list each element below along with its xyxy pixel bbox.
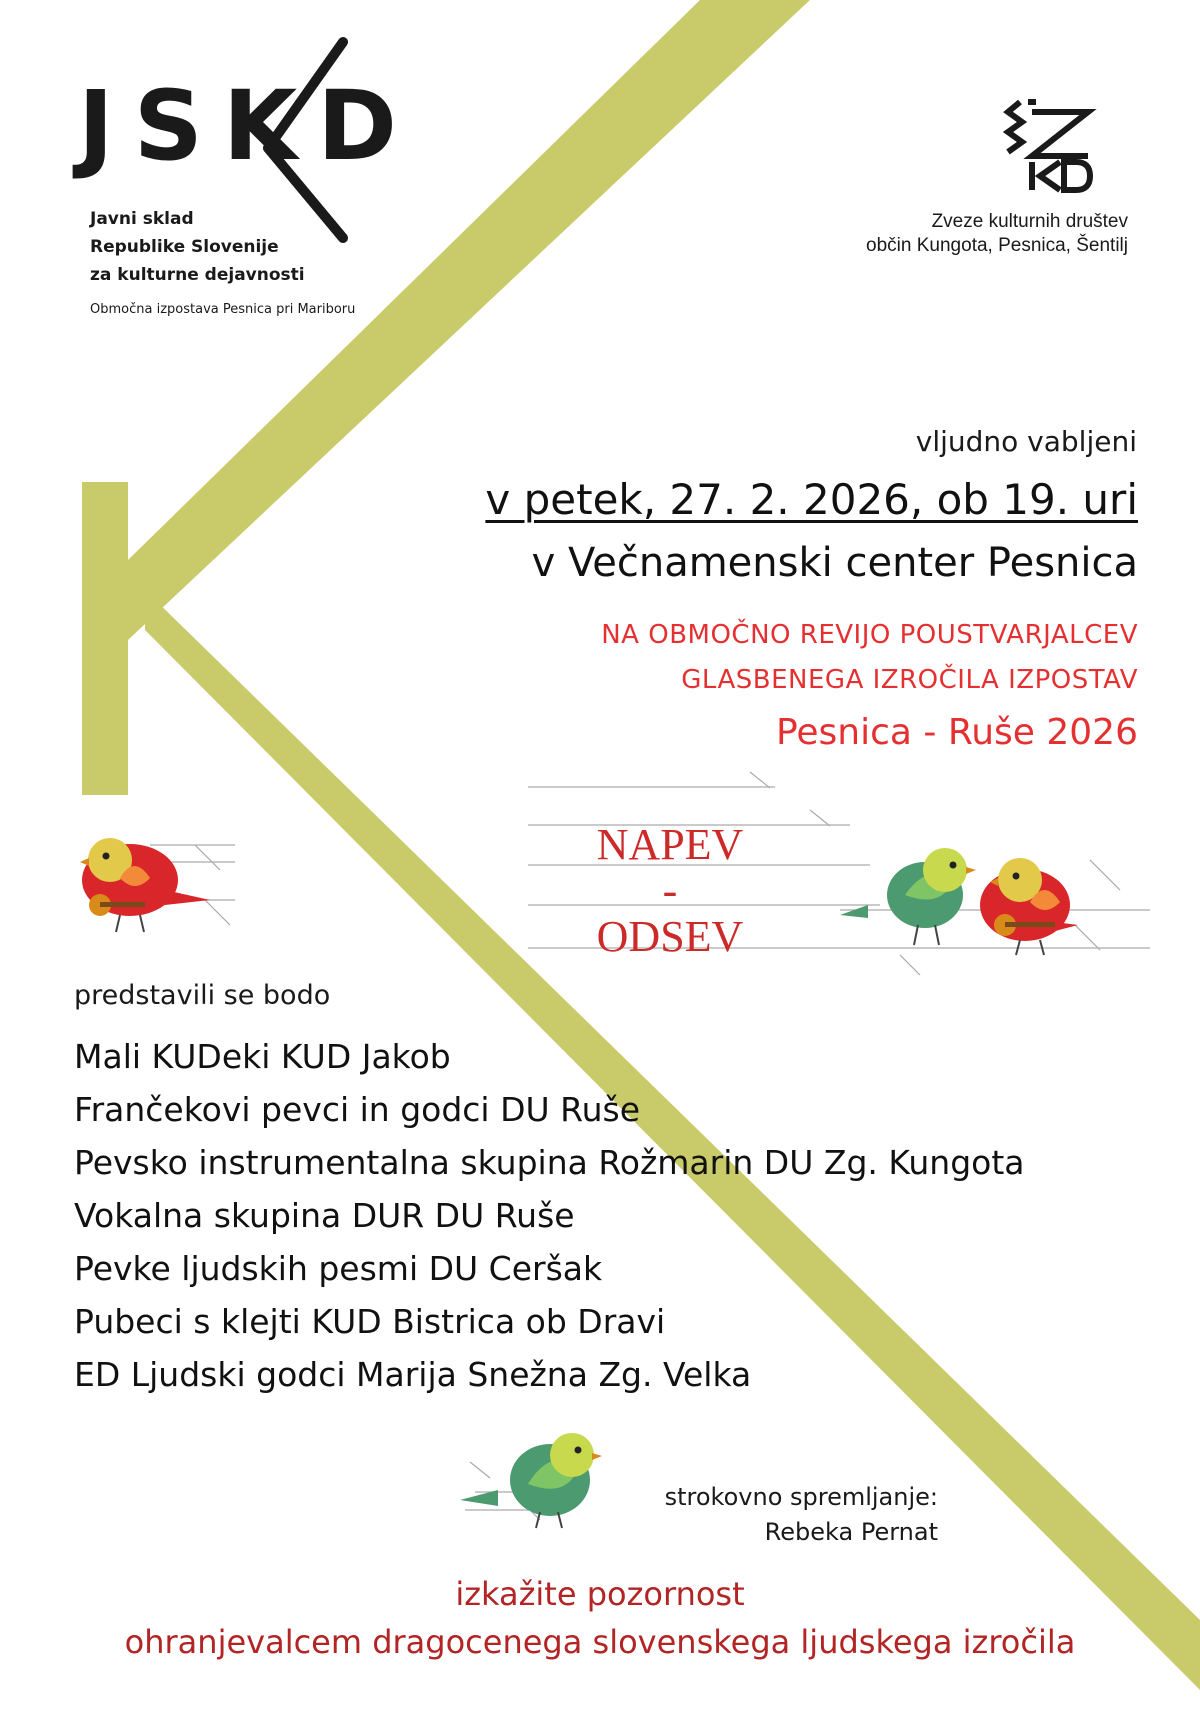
green-bird-illustration-mid — [840, 848, 976, 945]
invite-text: vljudno vabljeni — [915, 425, 1137, 458]
zkd-caption-line-2: občin Kungota, Pesnica, Šentilj — [866, 235, 1128, 256]
performers-list — [74, 1030, 1025, 1401]
performers-intro: predstavili se bodo — [74, 980, 331, 1011]
red-bird-illustration-left — [80, 838, 210, 932]
event-date: v petek, 27. 2. 2026, ob 19. uri — [485, 475, 1138, 524]
zkd-caption-line-1: Zveze kulturnih društev — [931, 211, 1128, 232]
jskd-line-1: Javni sklad — [90, 209, 194, 229]
revue-title-line-2: GLASBENEGA IZROČILA IZPOSTAV — [681, 665, 1138, 695]
list-item: Pevsko instrumentalna skupina Rožmarin DU Zg. Kungota — [74, 1143, 1025, 1182]
list-item: Pevke ljudskih pesmi DU Ceršak — [74, 1249, 603, 1288]
motto-line-2: - — [662, 866, 678, 915]
jskd-line-2: Republike Slovenije — [90, 237, 279, 257]
event-venue: v Večnamenski center Pesnica — [531, 540, 1138, 586]
jskd-organization-name — [90, 205, 305, 289]
jskd-wordmark: JSKD — [78, 70, 417, 182]
jskd-line-3: za kulturne dejavnosti — [90, 265, 305, 285]
expert-label: strokovno spremljanje: — [664, 1483, 938, 1511]
motto-line-3: ODSEV — [596, 912, 744, 961]
motto — [560, 822, 780, 960]
zkd-caption — [866, 210, 1128, 258]
list-item: Pubeci s klejti KUD Bistrica ob Dravi — [74, 1302, 666, 1341]
list-item: Mali KUDeki KUD Jakob — [74, 1037, 451, 1076]
motto-line-1: NAPEV — [596, 820, 744, 869]
revue-title-line-1: NA OBMOČNO REVIJO POUSTVARJALCEV — [601, 620, 1138, 650]
jskd-branch-office: Območna izpostava Pesnica pri Mariboru — [90, 302, 356, 317]
green-bird-illustration-bottom — [460, 1433, 602, 1528]
list-item: Frančekovi pevci in godci DU Ruše — [74, 1090, 640, 1129]
list-item: Vokalna skupina DUR DU Ruše — [74, 1196, 575, 1235]
red-bird-illustration-right — [980, 858, 1078, 955]
expert-name: Rebeka Pernat — [764, 1518, 938, 1546]
closing-line-1: izkažite pozornost — [455, 1575, 745, 1613]
closing-line-2: ohranjevalcem dragocenega slovenskega ljudskega izročila — [124, 1623, 1076, 1661]
zkd-logo-icon — [1008, 102, 1090, 190]
list-item: ED Ljudski godci Marija Snežna Zg. Velka — [74, 1355, 752, 1394]
revue-title-line-3: Pesnica - Ruše 2026 — [775, 712, 1138, 753]
